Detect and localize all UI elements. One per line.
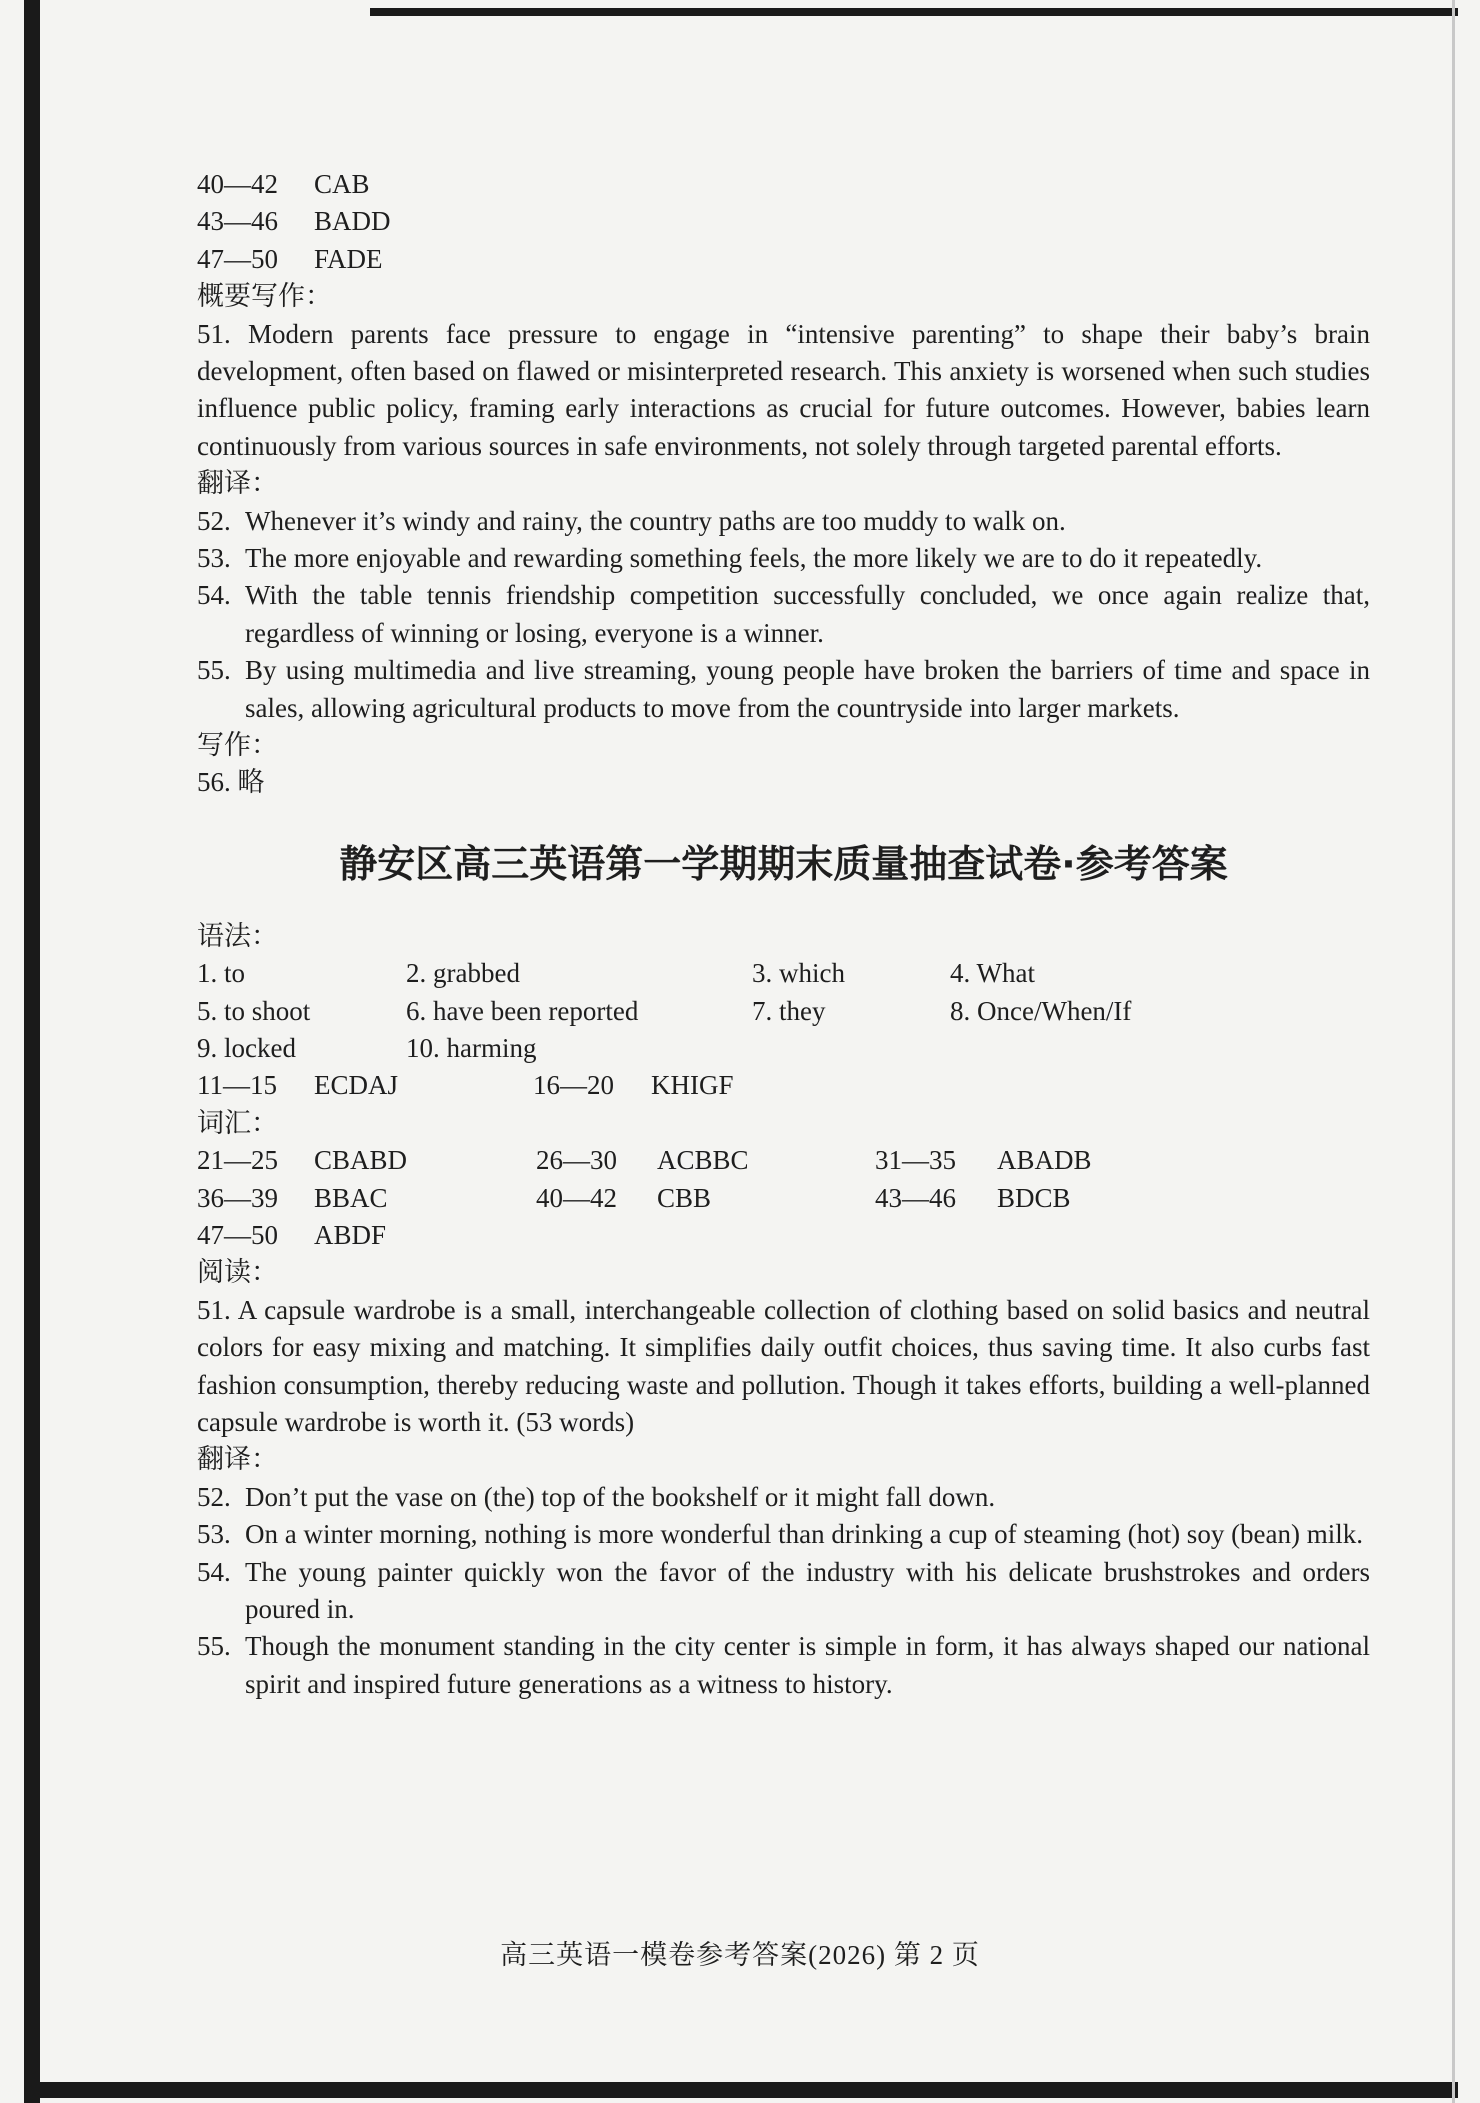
grammar-heading: 语法： [197,920,278,951]
translation-item: 52. Whenever it’s windy and rainy, the country paths are too muddy to walk on. [197,505,1066,536]
translation-item: 54. With the table tennis friendship competition successfully concluded, we once again realize that, regardless of winning or losing, everyone is a winner. [197,580,1370,648]
page-footer: 高三英语一模卷参考答案(2026) 第 2 页 [500,1940,980,1970]
grammar-row: 1. to 2. grabbed 3. which 4. What [197,958,1035,989]
scan-border-left [24,0,40,2103]
translation-list-2 [197,1479,1370,1703]
grammar-row: 9. locked 10. harming [197,1032,537,1063]
translation-item: 53. The more enjoyable and rewarding something feels, the more likely we are to do it repeatedly. [197,542,1263,573]
vocab-row: 47—50 ABDF [197,1219,387,1250]
scan-border-top [370,8,1458,16]
answer-row: 43—46 BADD [197,206,391,237]
translation-item: 53. On a winter morning, nothing is more wonderful than drinking a cup of steaming (hot) soy (bean) milk. [197,1519,1364,1550]
scan-border-right [1452,0,1455,2103]
answer-key-content [197,166,1370,1703]
translation-heading: 翻译： [197,468,278,499]
summary-heading: 概要写作： [197,281,332,312]
grammar-row: 5. to shoot 6. have been reported 7. they 8. Once/When/If [197,995,1132,1026]
vocab-heading: 词汇： [197,1107,278,1138]
writing-answer: 56. 略 [197,767,265,798]
section-title: 静安区高三英语第一学期期末质量抽查试卷·参考答案 [339,841,1228,886]
reading-summary: 51. A capsule wardrobe is a small, interchangeable collection of clothing based on solid basics and neutral colors for easy mixing and matching. It simplifies daily outfit choices, thus saving time. It also curbs fast fashion consumption, thereby reducing waste and pollution. Though it takes efforts, building a well-planned capsule wardrobe is worth it. (53 words) [197,1294,1370,1437]
scan-border-bottom [30,2082,1458,2098]
translation-item: 55. By using multimedia and live streaming, young people have broken the barriers of time and space in sales, allowing agricultural products to move from the countryside into larger markets. [197,655,1370,723]
summary-answer: 51. Modern parents face pressure to engage in “intensive parenting” to shape their baby’s brain development, often based on flawed or misinterpreted research. This anxiety is worsened when such studies influence public policy, framing early interactions as crucial for future outcomes. However, babies learn continuously from various sources in safe environments, not solely through targeted parental efforts. [197,318,1370,461]
vocab-row: 36—39 BBAC 40—42 CBB 43—46 BDCB [197,1182,1071,1213]
answer-row: 40—42 CAB [197,169,370,199]
translation-heading-2: 翻译： [197,1444,278,1475]
part1-answer-rows [197,166,1370,278]
translation-item: 54. The young painter quickly won the favor of the industry with his delicate brushstrokes and orders poured in. [197,1556,1370,1624]
answer-row: 47—50 FADE [197,243,383,274]
reading-heading: 阅读： [197,1257,278,1288]
writing-heading: 写作： [197,730,278,761]
translation-item: 52. Don’t put the vase on (the) top of the bookshelf or it might fall down. [197,1481,996,1512]
vocab-row: 21—25 CBABD 26—30 ACBBC 31—35 ABADB [197,1145,1092,1176]
grammar-choice-row: 11—15 ECDAJ 16—20 KHIGF [197,1070,734,1101]
translation-item: 55. Though the monument standing in the city center is simple in form, it has always shaped our national spirit and inspired future generations as a witness to history. [197,1631,1370,1699]
translation-list [197,503,1370,727]
